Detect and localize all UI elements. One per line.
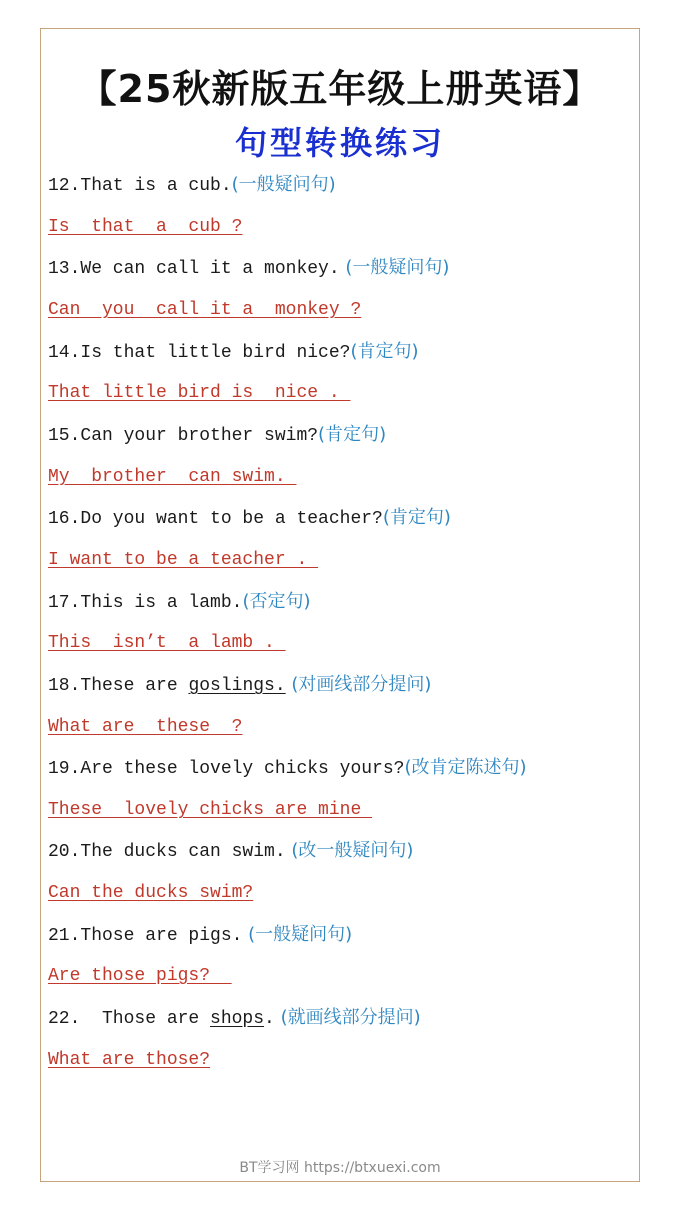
answer-18: What are these ? <box>48 717 243 737</box>
answer-15: My brother can swim. <box>48 467 297 487</box>
answer-19: These lovely chicks are mine <box>48 800 373 820</box>
question-text: 16.Do you want to be a teacher? <box>48 509 383 529</box>
question-20 <box>48 839 413 864</box>
question-hint: (一般疑问句) <box>242 924 353 945</box>
question-22 <box>48 1006 421 1031</box>
question-hint: (肯定句) <box>350 341 419 362</box>
question-text: 17.This is a lamb. <box>48 593 243 613</box>
question-text: 14.Is that little bird nice? <box>48 343 351 363</box>
answer-22: What are those? <box>48 1050 211 1070</box>
question-text: 20.The ducks can swim. <box>48 842 286 862</box>
question-hint: (一般疑问句) <box>231 174 336 195</box>
question-text: 22. Those are <box>48 1009 211 1029</box>
answer-16: I want to be a teacher . <box>48 550 319 570</box>
question-text: 12.That is a cub. <box>48 176 232 196</box>
answer-12: Is that a cub ? <box>48 217 243 237</box>
question-text: 18.These are <box>48 676 189 696</box>
question-hint: (改一般疑问句) <box>285 840 414 861</box>
page-title: 【25秋新版五年级上册英语】 <box>78 67 602 111</box>
question-14 <box>48 340 419 365</box>
page-subtitle: 句型转换练习 <box>234 124 445 162</box>
answer-14: That little bird is nice . <box>48 383 351 403</box>
question-hint: (否定句) <box>242 591 311 612</box>
question-hint: (对画线部分提问) <box>285 674 432 695</box>
underlined-word: shops <box>210 1009 265 1029</box>
question-hint: (就画线部分提问) <box>274 1007 421 1028</box>
question-text: 15.Can your brother swim? <box>48 426 319 446</box>
question-17 <box>48 590 310 615</box>
answer-17: This isn’t a lamb . <box>48 633 286 653</box>
question-19 <box>48 756 527 781</box>
question-hint: (改肯定陈述句) <box>404 757 527 778</box>
question-21 <box>48 923 352 948</box>
question-hint: (肯定句) <box>318 424 387 445</box>
answer-21: Are those pigs? <box>48 966 232 986</box>
question-15 <box>48 423 386 448</box>
question-12 <box>48 173 336 198</box>
question-hint: (肯定句) <box>382 507 451 528</box>
answer-20: Can the ducks swim? <box>48 883 254 903</box>
underlined-word: goslings. <box>188 676 286 696</box>
question-text: 13.We can call it a monkey. <box>48 259 340 279</box>
answer-13: Can you call it a monkey ? <box>48 300 362 320</box>
question-text-end: . <box>264 1009 275 1029</box>
question-text: 19.Are these lovely chicks yours? <box>48 759 405 779</box>
footer-watermark: BT学习网 https://btxuexi.com <box>239 1160 441 1176</box>
question-16 <box>48 506 451 531</box>
question-18 <box>48 673 431 698</box>
question-hint: (一般疑问句) <box>339 257 450 278</box>
question-13 <box>48 256 449 281</box>
question-text: 21.Those are pigs. <box>48 926 243 946</box>
